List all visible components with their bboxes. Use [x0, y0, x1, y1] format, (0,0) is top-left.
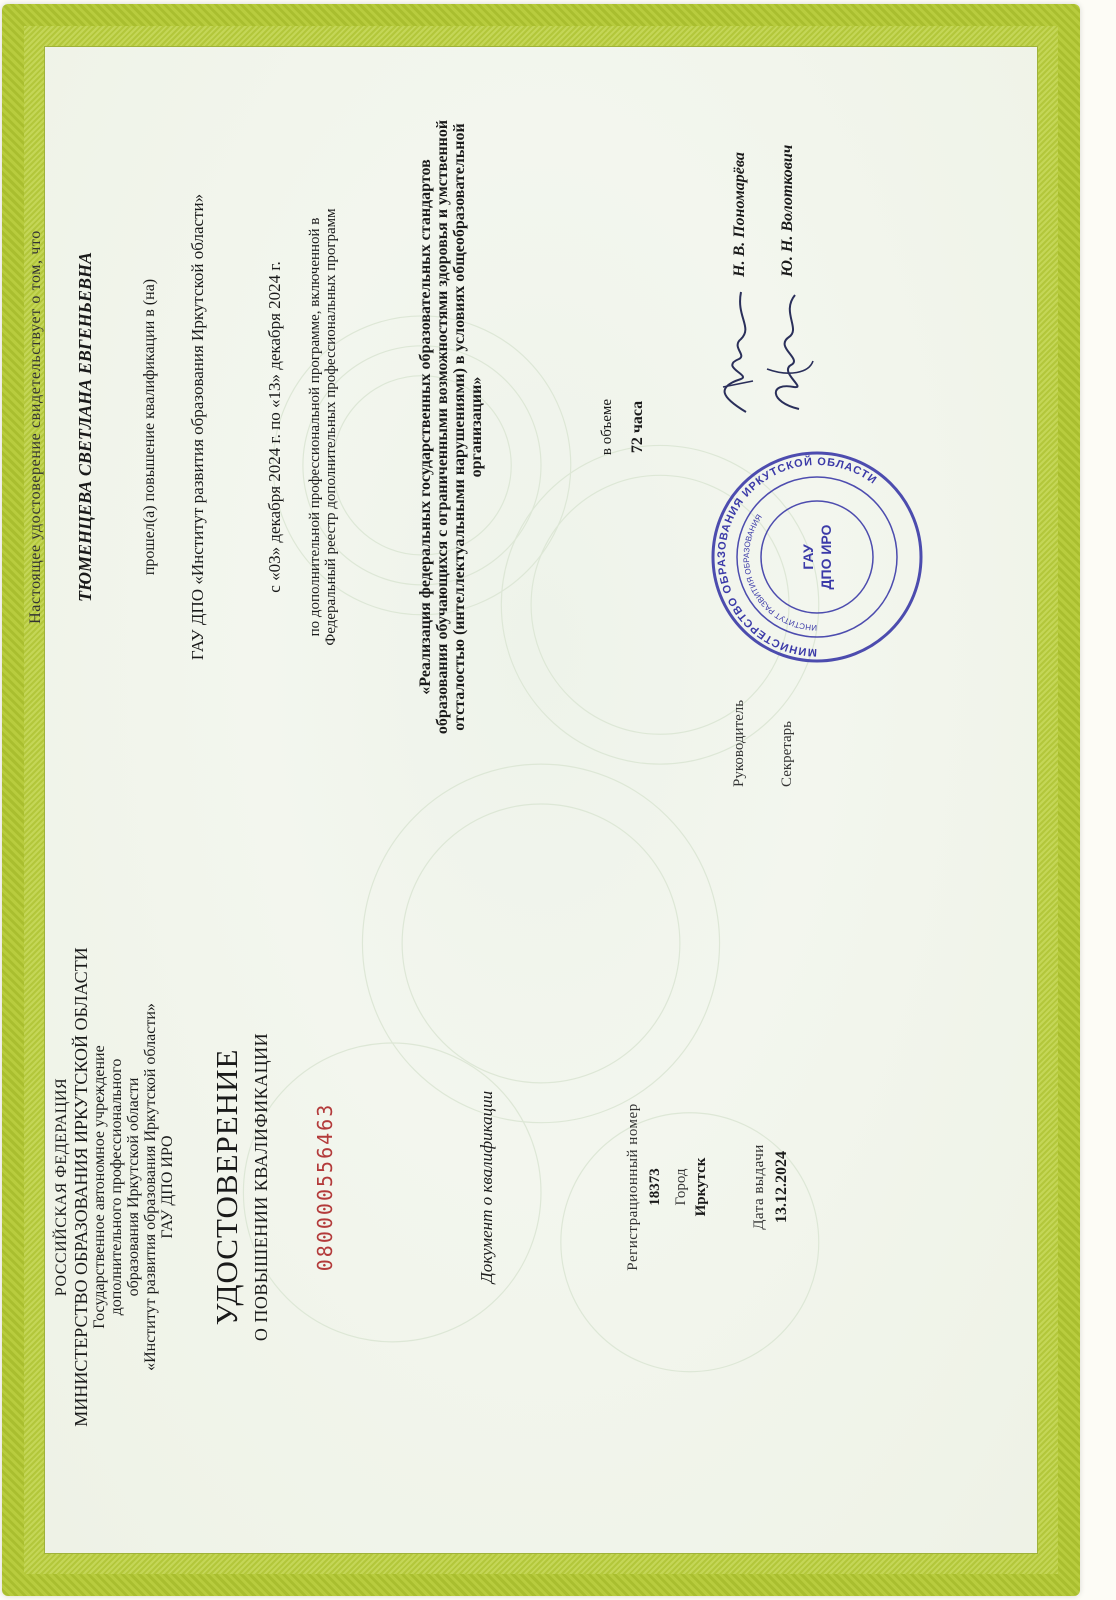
- org-line: «Институт развития образования Иркутской области»: [142, 1003, 159, 1371]
- svg-text:ИНСТИТУТ РАЗВИТИЯ ОБРАЗОВАНИЯ: ИНСТИТУТ РАЗВИТИЯ ОБРАЗОВАНИЯ: [741, 512, 818, 633]
- org-line: ГАУ ДПО ИРО: [159, 1135, 176, 1239]
- svg-text:ГАУ: ГАУ: [800, 544, 816, 570]
- org-line: Государственное автономное учреждение: [91, 1045, 108, 1329]
- issue-date-value: 13.12.2024: [773, 1151, 790, 1223]
- organization-block: [91, 927, 176, 1447]
- certificate-sheet: [2, 4, 1080, 1596]
- document-subtitle: О ПОВЫШЕНИИ КВАЛИФИКАЦИИ: [251, 1032, 271, 1342]
- course-title: «Реализация федеральных государственных образовательных стандартов образования обучающихся с ограниченными возможностями здоровья и умственной отсталостью (интеллектуальными нарушениями) в условиях общеобразовательной организации»: [417, 119, 485, 735]
- guilloche-frame: [24, 26, 1058, 1574]
- program-description: по дополнительной профессиональной программе, включенной в Федеральный реестр дополнительных профессиональных программ: [307, 208, 339, 646]
- certificate-number: 080000556463: [313, 1102, 337, 1272]
- issue-date-label: Дата выдачи: [751, 1144, 767, 1230]
- director-name: Н. В. Пономарёва: [731, 152, 748, 277]
- svg-text:МИНИСТЕРСТВО ОБРАЗОВАНИЯ ИРКУТ: МИНИСТЕРСТВО ОБРАЗОВАНИЯ ИРКУТСКОЙ ОБЛАСТИ: [715, 455, 880, 659]
- secretary-role: Секретарь: [779, 720, 795, 787]
- city-value: Иркутск: [693, 1157, 709, 1217]
- document-type: Документ о квалификации: [477, 1090, 496, 1284]
- registration-number-label: Регистрационный номер: [625, 1103, 641, 1271]
- institution-name: ГАУ ДПО «Институт развития образования Иркутской области»: [188, 193, 207, 661]
- org-line: дополнительного профессионального: [108, 1058, 125, 1316]
- document-title: УДОСТОВЕРЕНИЕ: [209, 1048, 244, 1326]
- secretary-name: Ю. Н. Волоткович: [779, 144, 796, 277]
- ministry-label: МИНИСТЕРСТВО ОБРАЗОВАНИЯ ИРКУТСКОЙ ОБЛАСТИ: [71, 947, 91, 1427]
- org-line: образования Иркутской области: [125, 1077, 142, 1297]
- holder-name: ТЮМЕНЦЕВА СВЕТЛАНА ЕВГЕНЬЕВНА: [75, 251, 95, 603]
- certificate-paper: [27, 46, 1038, 1554]
- certificate-content: [7, 67, 983, 1567]
- intro-text: Настоящее удостоверение свидетельствует о том, что: [27, 230, 44, 624]
- city-label: Город: [673, 1168, 689, 1206]
- volume-label: в объеме: [599, 398, 615, 456]
- director-role: Руководитель: [731, 699, 747, 787]
- training-dates: с «03» декабря 2024 г. по «13» декабря 2024 г.: [265, 261, 284, 593]
- passed-text: прошел(а) повышение квалификации в (на): [141, 278, 158, 576]
- svg-text:ДПО ИРО: ДПО ИРО: [818, 524, 834, 590]
- volume-value: 72 часа: [629, 400, 646, 454]
- registration-number-value: 18373: [647, 1168, 663, 1206]
- country-label: РОССИЙСКАЯ ФЕДЕРАЦИЯ: [53, 1077, 70, 1297]
